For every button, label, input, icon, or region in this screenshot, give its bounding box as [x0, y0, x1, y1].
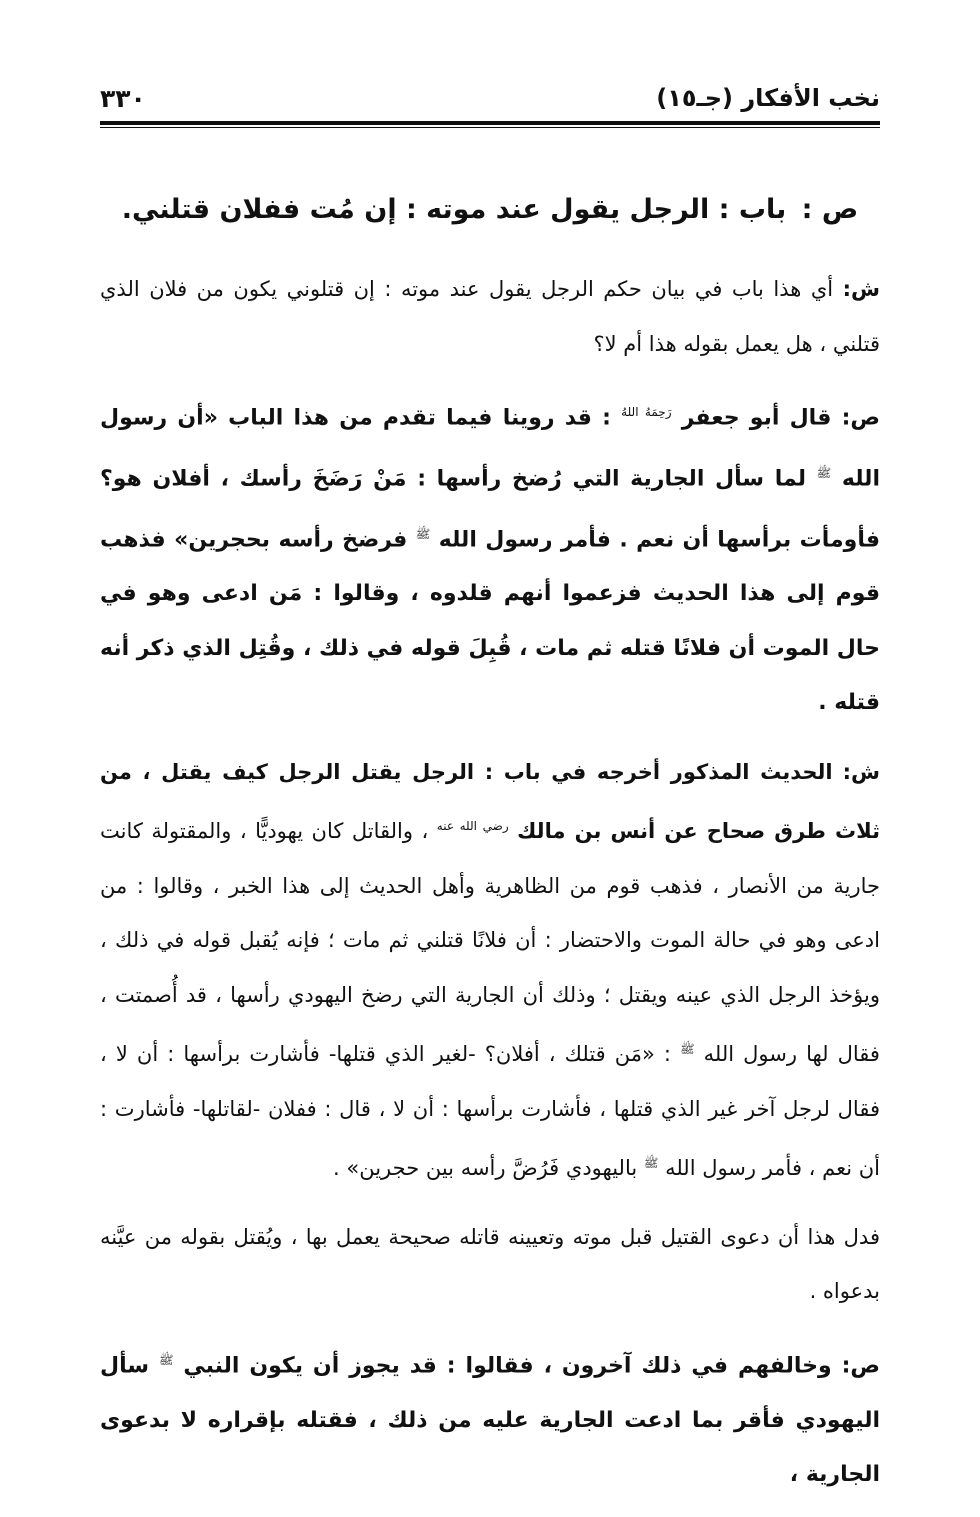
- honorific-mark: ﷺ: [680, 1042, 695, 1057]
- running-head: [100, 84, 880, 122]
- book-title: نخب الأفكار (جـ١٥): [656, 84, 880, 112]
- paragraph-text-part: : «مَن قتلك ، أفلان؟ -لغير الذي قتلها- فأشارت برأسها : أن لا ، فقال لرجل آخر غير الذي قتلها ، فأشارت برأسها : أن لا ، قال : ففلان -لقاتلها- فأشارت : أن نعم ، فأمر رسول الله: [100, 1042, 880, 1181]
- paragraph-commentary-2: [100, 745, 880, 1196]
- honorific-mark: ﷺ: [415, 526, 431, 541]
- heading-text: باب : الرجل يقول عند موته : إن مُت ففلان قتلني.: [121, 194, 787, 225]
- paragraph-text: أي هذا باب في بيان حكم الرجل يقول عند موته : إن قتلوني يكون من فلان الذي قتلني ، هل يعمل بقوله هذا أم لا؟: [100, 277, 880, 356]
- paragraph-text-part: سأل اليهودي فأقر بما ادعت الجارية عليه من ذلك ، فقتله بإقراره لا بدعوى الجارية ،: [100, 1353, 880, 1488]
- paragraph-label: ص:: [841, 1353, 880, 1379]
- paragraph-label: ش:: [842, 759, 880, 784]
- paragraph-text-part: قال أبو جعفر: [681, 405, 832, 431]
- header-rule-thin: [100, 127, 880, 128]
- honorific-mark: ﷺ: [816, 465, 832, 480]
- honorific-mark: ﷺ: [158, 1352, 174, 1367]
- paragraph-text-part: لما سأل الجارية التي رُضخ رأسها : مَنْ رَضَخَ رأسك ، أفلان هو؟ فأومأت برأسها أن نعم . فأمر رسول الله: [100, 466, 880, 552]
- paragraph-text: فدل هذا أن دعوى القتيل قبل موته وتعيينه قاتله صحيحة يعمل بها ، ويُقتل بقوله من عيَّنه بدعواه .: [100, 1224, 880, 1304]
- paragraph-text-part: : قد روينا فيما تقدم من هذا الباب «أن رسول الله: [100, 405, 880, 492]
- paragraph-commentary-3: [100, 1210, 880, 1319]
- paragraph-matn-2: [100, 1333, 880, 1503]
- heading-label: ص :: [801, 194, 859, 225]
- honorific-mark: ﷺ: [643, 1156, 659, 1171]
- paragraph-text-part: باليهودي فَرُضَّ رأسه بين حجرين» .: [333, 1156, 638, 1181]
- paragraph-text-part: وخالفهم في ذلك آخرون ، فقالوا : قد يجوز أن يكون النبي: [183, 1353, 832, 1379]
- paragraph-text-part: ، والقاتل كان يهوديًّا ، والمقتولة كانت جارية من الأنصار ، فذهب قوم من الظاهرية وأهل الحديث إلى هذا الخبر ، وقالوا : من ادعى وهو في حالة الموت والاحتضار : أن فلانًا قتلني ثم مات ؛ فإنه يُقبل قوله في ذلك ، ويؤخذ الرجل الذي عينه ويقتل ؛ وذلك أن الجارية التي رضخ اليهودي رأسها ، قد أُصمتت ، فقال لها رسول الله: [100, 819, 880, 1067]
- paragraph-lead: الحديث المذكور أخرجه في باب : الرجل يقتل الرجل كيف يقتل ، من ثلاث طرق صحاح عن أنس بن مالك: [100, 759, 880, 844]
- page-number: ٣٣٠: [100, 84, 146, 113]
- paragraph-label: ش:: [842, 277, 880, 301]
- paragraph-commentary-1: [100, 262, 880, 371]
- paragraph-matn-1: [100, 385, 880, 731]
- chapter-heading: [100, 188, 880, 232]
- paragraph-text-part: فرضخ رأسه بحجرين» فذهب قوم إلى هذا الحديث فزعموا أنهم قلدوه ، وقالوا : مَن ادعى وهو في حال الموت أن فلانًا قتله ثم مات ، قُبِلَ قوله في ذلك ، وقُتِل الذي ذكر أنه قتله .: [100, 526, 880, 716]
- honorific-mark: رضي الله عنه: [436, 819, 509, 834]
- honorific-mark: رَحِمَهُ اللهُ: [621, 405, 672, 419]
- header-rule-thick: [100, 121, 880, 125]
- body-text: [100, 262, 880, 1517]
- paragraph-label: ص:: [841, 405, 880, 431]
